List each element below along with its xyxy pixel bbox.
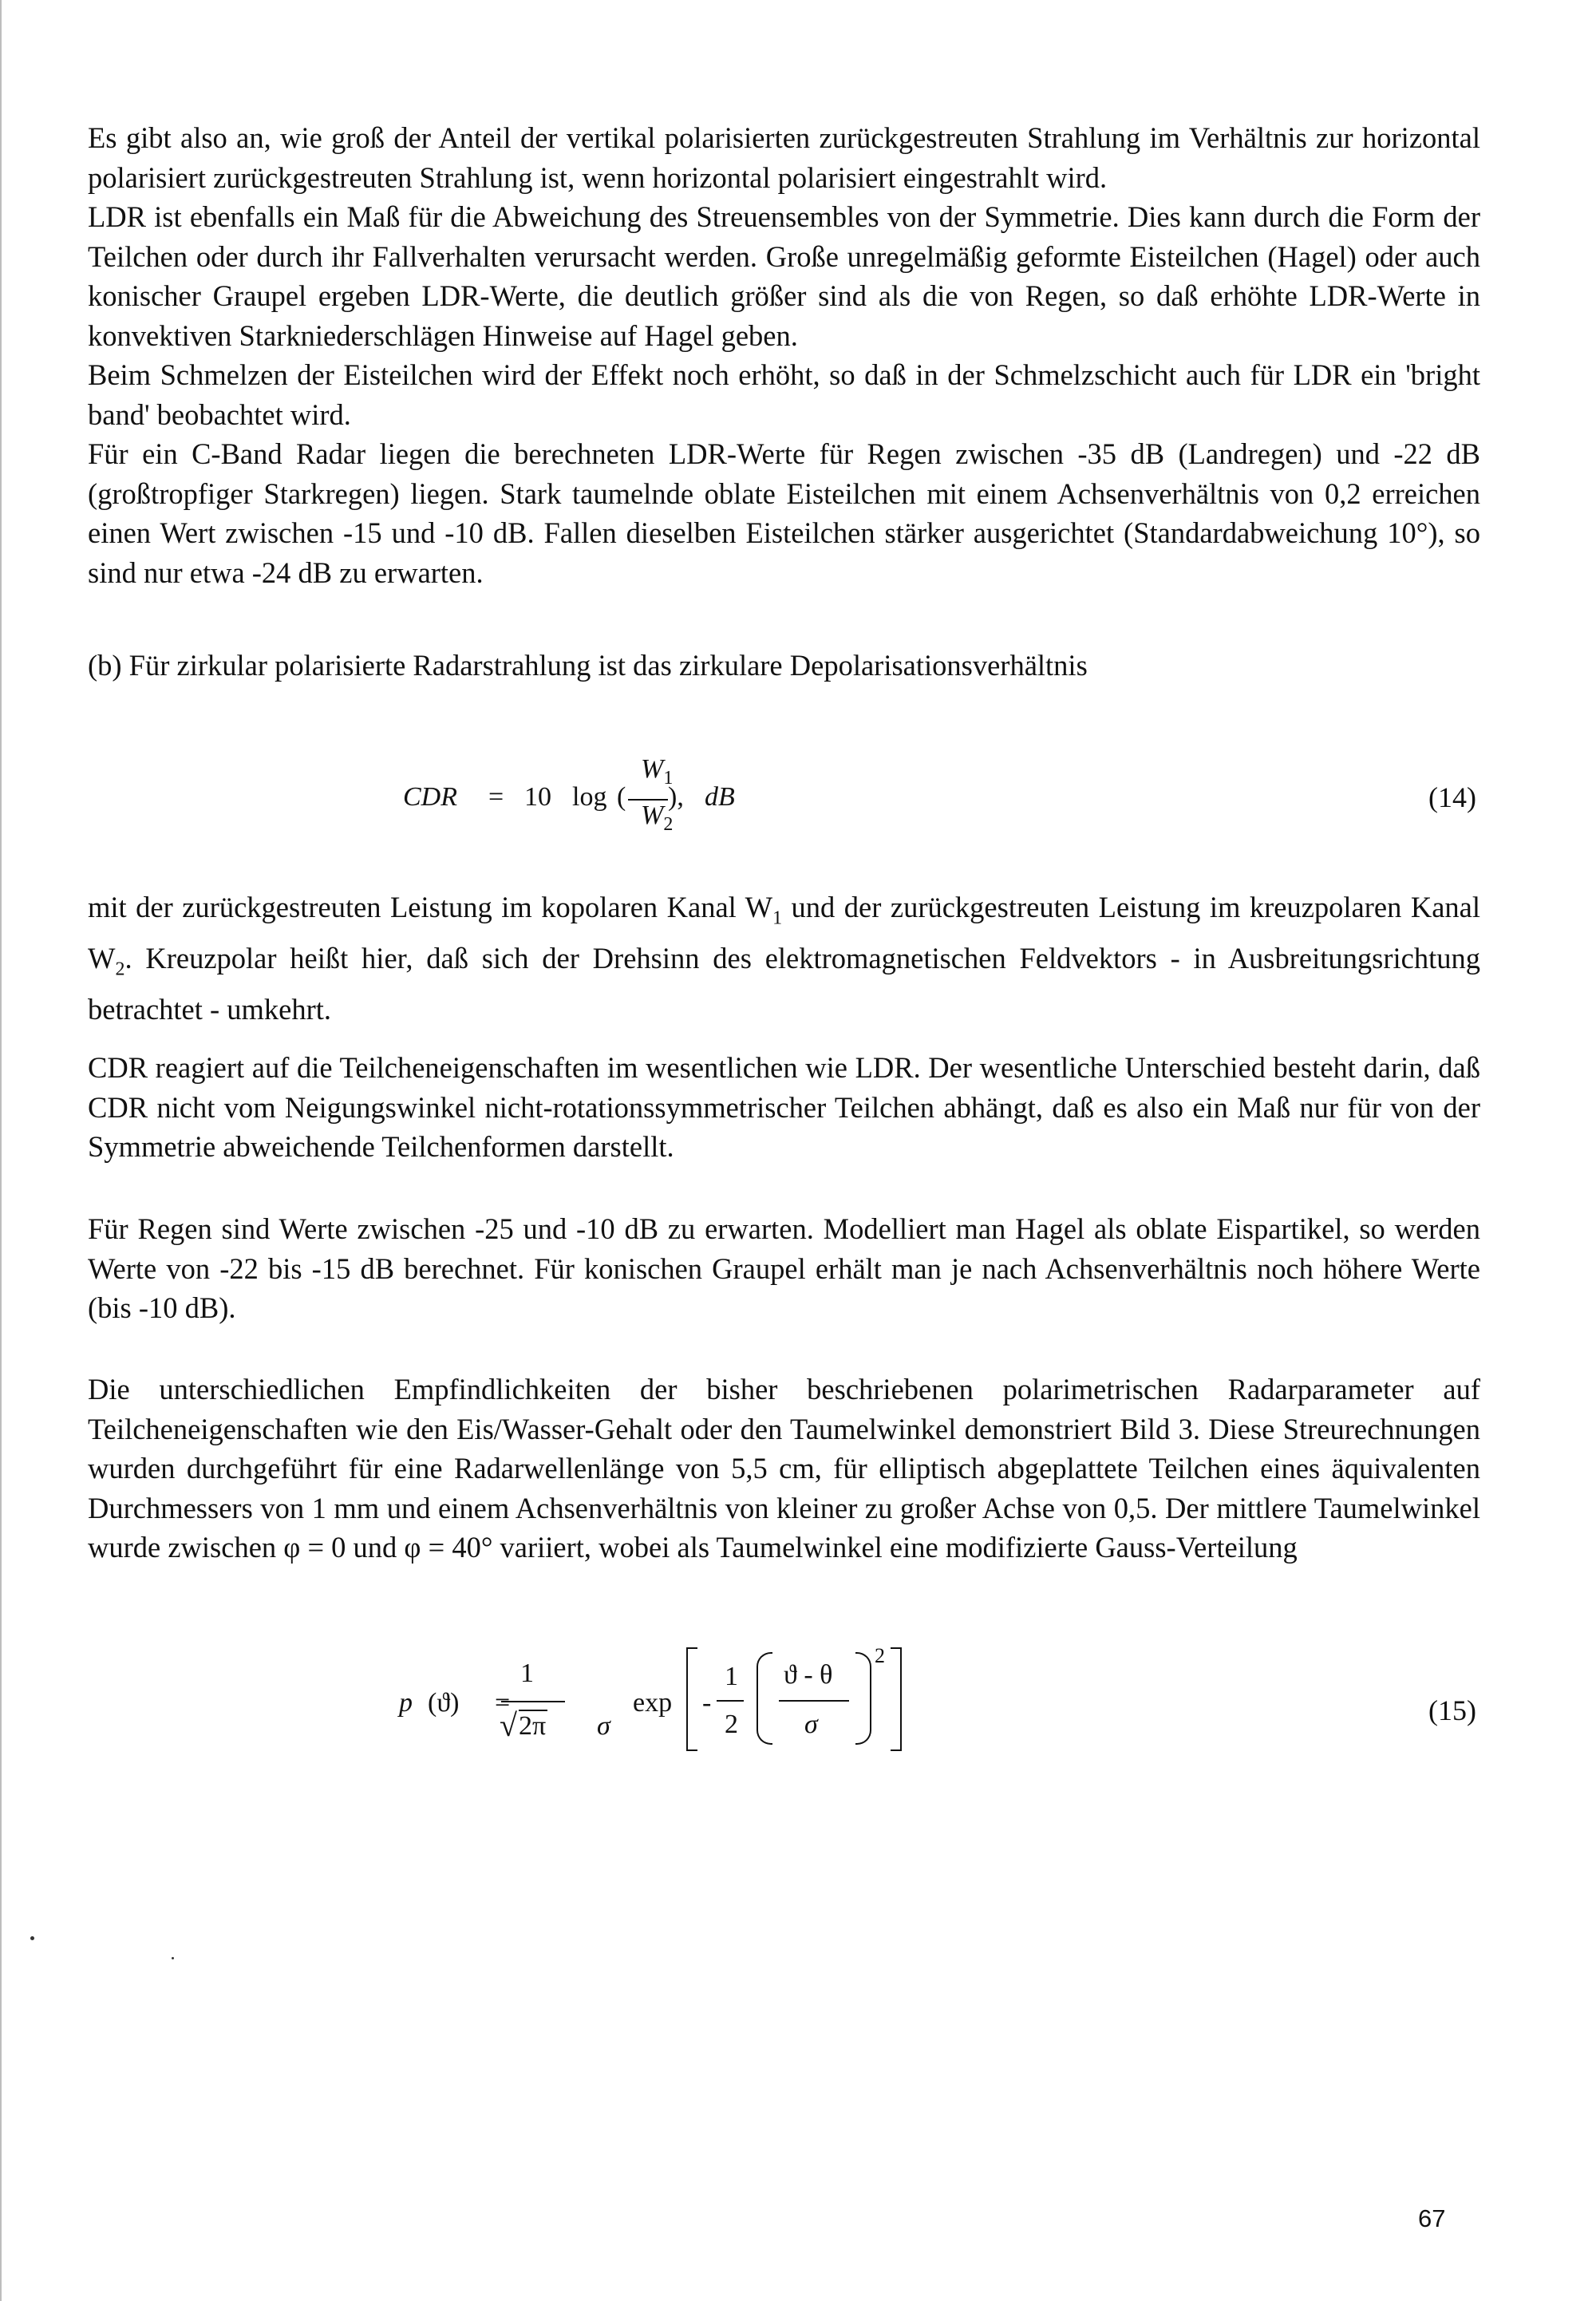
eq14-numerator: $W_1$ [641,754,674,789]
equation-15-number: (15) [1428,1694,1476,1726]
page-edge [0,0,2,2301]
eq14-lhs: CDR [403,782,457,812]
eq15-inner-num: ϑ - θ [784,1660,833,1690]
page-number: 67 [1418,2204,1446,2232]
eq15-fraction-bar [501,1701,565,1702]
eq15-half-num: 1 [725,1662,738,1691]
eq15-numerator: 1 [520,1659,534,1688]
eq15-inner-bar [779,1700,849,1702]
eq15-right-bracket [891,1647,902,1751]
eq14-denominator: $W_2$ [641,801,674,835]
p6-text-1: mit der zurückgestreuten Leistung im kopolaren Kanal W [88,891,773,923]
paragraph-5 [88,646,1480,686]
eq15-left-paren [757,1652,772,1745]
paragraph-7 [88,1048,1480,1167]
eq15-left-bracket [686,1647,697,1751]
eq15-exp: exp [633,1688,673,1718]
p6-text-2: und der zurückgestreuten Leistung im kreuzpolaren Kanal W [88,891,1480,975]
paragraph-7-text: CDR reagiert auf die Teilcheneigenschaften im wesentlichen wie LDR. Der wesentliche Unterschied besteht darin, daß CDR nicht vom Neigungswinkel nicht-rotationssymmetrischer Teilchen abhängt, daß es also ein Maß nur für von der Symmetrie abweichende Teilchenformen darstellt. [88,1051,1480,1163]
paragraph-4: Für ein C-Band Radar liegen die berechneten LDR-Werte für Regen zwischen -35 dB (Landregen) und -22 dB (großtropfiger Starkregen) liegen. Stark taumelnde oblate Eisteilchen mit einem Achsenverhältnis von 0,2 erreichen einen Wert zwischen -15 und -10 dB. Fallen dieselben Eisteilchen stärker ausgerichtet (Standardabweichung 10°), so sind nur etwa -24 dB zu erwarten. [88,437,1480,589]
paragraph-9-text: Die unterschiedlichen Empfindlichkeiten der bisher beschriebenen polarimetrischen Radarparameter auf Teilcheneigenschaften wie den Eis/Wasser-Gehalt oder den Taumelwinkel demonstriert Bild 3. Diese Streurechnungen wurden durchgeführt für eine Radarwellenlänge von 5,5 cm, für elliptisch abgeplattete Teilchen eines äquivalenten Durchmessers von 1 mm und einem Achsenverhältnis von kleiner zu großer Achse von 0,5. Der mittlere Taumelwinkel wurde zwischen φ = 0 und φ = 40° variiert, wobei als Taumelwinkel eine modifizierte Gauss-Verteilung [88,1373,1480,1564]
eq14-open-paren: ( [617,782,626,812]
equation-14-number: (14) [1428,781,1476,813]
eq14-close-paren: ), [668,782,684,812]
eq14-unit: dB [705,782,735,812]
eq15-minus: - [702,1688,712,1718]
eq15-half-den: 2 [725,1710,738,1739]
scan-speck [172,1957,174,1959]
paragraph-2: LDR ist ebenfalls ein Maß für die Abweichung des Streuensembles von der Symmetrie. Dies kann durch die Form der Teilchen oder durch ihr Fallverhalten verursacht werden. Große unregelmäßig geformte Eisteilchen (Hagel) oder auch konischer Graupel ergeben LDR-Werte, die deutlich größer sind als die von Regen, so daß erhöhte LDR-Werte in konvektiven Starkniederschlägen Hinweise auf Hagel geben. [88,200,1480,352]
scan-speck [30,1936,34,1940]
paragraph-3: Beim Schmelzen der Eisteilchen wird der Effekt noch erhöht, so daß in der Schmelzschicht auch für LDR ein 'bright band' beobachtet wird. [88,358,1480,431]
eq15-den-sqrt: 2π [519,1711,547,1741]
eq15-sqrt-icon: √ [500,1707,517,1743]
eq15-inner-den: σ [804,1710,818,1739]
eq14-coef: 10 [524,782,551,812]
paragraph-5-text: (b) Für zirkular polarisierte Radarstrahlung ist das zirkulare Depolarisationsverhältnis [88,649,1088,682]
eq14-equals: = [488,782,504,812]
equation-14 [403,754,818,842]
equation-15 [399,1644,910,1764]
text-block-ldr [88,118,1480,592]
paragraph-6 [88,888,1480,1029]
paragraph-1: Es gibt also an, wie groß der Anteil der vertikal polarisierten zurückgestreuten Strahlung im Verhältnis zur horizontal polarisiert zurückgestreuten Strahlung ist, wenn horizontal polarisiert eingestrahlt wird. [88,121,1480,194]
p6-sub-2: 2 [115,959,125,980]
eq15-equals: = [495,1688,511,1718]
paragraph-8 [88,1209,1480,1328]
eq14-log: log [572,782,607,812]
paragraph-8-text: Für Regen sind Werte zwischen -25 und -10 dB zu erwarten. Modelliert man Hagel als oblate Eispartikel, so werden Werte von -22 bis -15 dB berechnet. Für konischen Graupel erhält man je nach Achsenverhältnis noch höhere Werte (bis -10 dB). [88,1212,1480,1324]
paragraph-9 [88,1370,1480,1568]
p6-sub-1: 1 [772,907,783,929]
eq15-arg: (ϑ) [428,1688,460,1718]
eq15-den-sigma: σ [597,1711,610,1741]
eq15-exponent: 2 [875,1644,885,1667]
p6-text-3: . Kreuzpolar heißt hier, daß sich der Drehsinn des elektromagnetischen Feldvektors - in Ausbreitungsrichtung betrachtet - umkehrt. [88,941,1480,1026]
eq15-half-bar [717,1700,744,1702]
eq15-lhs: p [399,1688,413,1718]
eq15-right-paren [855,1652,871,1745]
